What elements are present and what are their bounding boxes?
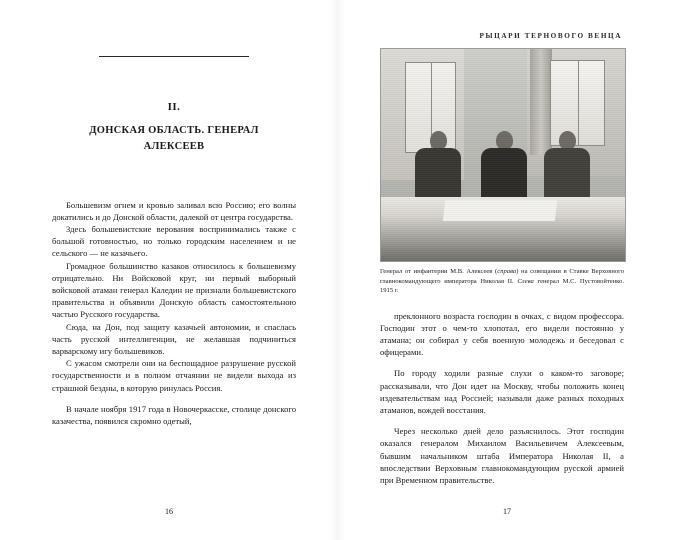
photo-figure-body (481, 148, 527, 204)
caption-italic-2: Слева (517, 277, 534, 285)
right-body-text (380, 310, 624, 487)
paragraph: С ужасом смотрели они на беспощадное разрушение русской государственности и в полном отчаянии не видели выхода из страшной бездны, в которую ринулась Россия. (52, 358, 296, 393)
photo-map-papers (443, 200, 557, 221)
chapter-number: II. (167, 101, 181, 113)
caption-text-2: ) на совещании в Ставке Верховного главнокомандующего императора Николая II. (380, 268, 625, 285)
photo-figure-officer-center (481, 131, 527, 204)
figure (380, 48, 624, 296)
photo-figure-officer-left (415, 131, 461, 204)
paragraph: По городу ходили разные слухи о каком-то заговоре; рассказывали, что Дон идет на Москву, чтобы положить конец издевательствам над Россией; называли даже разных походных атаманов, вождей восстания. (380, 368, 624, 416)
paragraph: преклонного возраста господин в очках, с видом профессора. Господин этот о чем-то хлопотал, его видели постоянно у атамана; он собирал у себя военную молодежь и беседовал с офицерами. (380, 310, 624, 358)
photo-figure-body (415, 148, 461, 204)
figure-caption (380, 267, 624, 296)
running-head: РЫЦАРИ ТЕРНОВОГО ВЕНЦА (479, 32, 622, 40)
paragraph: Здесь большевистские верования воспринимались также с большой готовностью, но только городским населением и не сельского — не казачьего. (52, 223, 296, 259)
chapter-title: ДОНСКАЯ ОБЛАСТЬ. ГЕНЕРАЛ АЛЕКСЕЕВ (89, 125, 259, 152)
page-number-left: 16 (165, 507, 173, 516)
paragraph-last: В начале ноября 1917 года в Новочеркасске, столице донского казачества, появился скромно одетый, (52, 403, 296, 426)
page-number-right: 17 (503, 507, 511, 516)
photo-figure-body (544, 148, 590, 204)
photo-figure-head (430, 131, 447, 150)
decorative-rule (99, 56, 249, 57)
photo-figure-head (496, 131, 513, 150)
paragraph: Громадное большинство казаков относилось к большевизму отрицательно. Ни Войсковой круг, ни первый выборный войсковой атаман генерал Каледин не признали большевистского правительства и объявили Донскую область самостоятельною частью Русского государства. (52, 260, 296, 320)
caption-italic-1: справа (497, 268, 517, 275)
photo-officers-at-table (380, 48, 626, 262)
photo-figure-officer-right (544, 131, 590, 204)
paragraph: Через несколько дней дело разъяснилось. Этот господин оказался генералом Михаилом Васильевичем Алексеевым, бывшим начальником штаба Императора Николая II, а впоследствии Верховным главнокомандующим русской армией при Временном правительстве. (380, 426, 624, 486)
caption-text-3: генерал М.С. Пустовойтенко. 1915 г. (380, 277, 624, 295)
left-body-text (52, 199, 296, 428)
paragraph: Большевизм огнем и кровью заливал всю Россию; его волны докатились и до Донской области, далекой от центра государства. (52, 199, 296, 222)
photo-figure-head (559, 131, 576, 150)
right-page (338, 0, 676, 540)
caption-text-1: Генерал от инфантерии М.В. Алексеев ( (380, 268, 498, 275)
paragraph: Сюда, на Дон, под защиту казачьей автономии, и спаслась часть русской интеллигенции, не желавшая подчиниться варварскому игу большевиков. (52, 321, 296, 356)
